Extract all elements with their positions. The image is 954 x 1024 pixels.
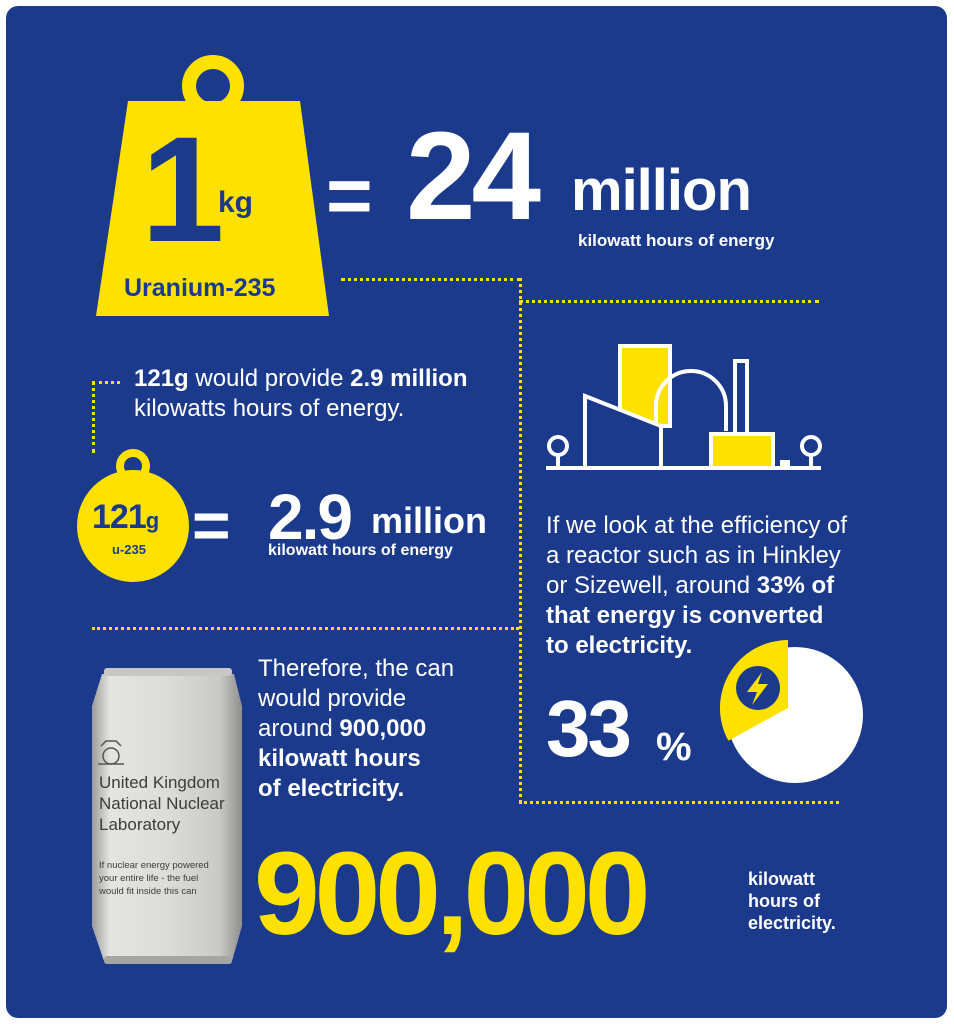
equals-sign: = — [326, 151, 373, 240]
reactor-highlight: 33% of — [756, 572, 835, 599]
sub-value: 2.9 million — [350, 365, 468, 392]
second-unit: million — [371, 500, 487, 541]
can-note-line: your entire life - the fuel — [99, 873, 199, 884]
main-number: 24 — [406, 107, 538, 246]
sub-amount: 121g — [134, 365, 189, 392]
therefore-line: around — [258, 715, 340, 742]
small-weight-value: 121 — [92, 498, 146, 536]
big-total-number: 900,000 — [254, 828, 646, 960]
big-total-caption — [748, 868, 836, 934]
big-total-caption-line: electricity. — [748, 913, 836, 933]
small-weight-label: u-235 — [112, 542, 146, 557]
weight-label: Uranium-235 — [124, 274, 276, 302]
second-caption: kilowatt hours of energy — [268, 542, 453, 559]
big-total-caption-line: hours of — [748, 891, 820, 911]
second-equals-sign: = — [192, 488, 231, 562]
reactor-line: to electricity. — [546, 632, 693, 659]
therefore-line: would provide — [258, 685, 407, 712]
can-org-line: National Nuclear — [99, 794, 225, 813]
weight-number: 1 — [141, 105, 219, 273]
percent-number: 33 — [546, 684, 629, 773]
reactor-line: If we look at the efficiency of — [546, 512, 848, 539]
can-organisation — [99, 772, 225, 835]
can-note-line: If nuclear energy powered — [99, 860, 209, 871]
small-weight-unit: g — [145, 508, 159, 533]
sub-mid: would provide — [188, 365, 351, 392]
therefore-line: Therefore, the can — [258, 655, 455, 682]
main-unit: million — [571, 158, 751, 223]
can-org-line: United Kingdom — [99, 773, 220, 792]
can-note-line: would fit inside this can — [99, 886, 197, 897]
weight-unit: kg — [218, 186, 254, 219]
reactor-line: a reactor such as in Hinkley — [546, 542, 841, 569]
sub-rest: kilowatts hours of energy. — [134, 395, 405, 422]
main-caption: kilowatt hours of energy — [578, 231, 775, 250]
infographic-panel — [6, 6, 947, 1018]
can-note — [99, 859, 209, 898]
therefore-line: of electricity. — [258, 775, 405, 802]
second-number: 2.9 — [268, 481, 351, 553]
percent-sign: % — [656, 725, 692, 769]
therefore-highlight: 900,000 — [339, 715, 427, 742]
big-total-caption-line: kilowatt — [748, 869, 816, 889]
reactor-line: that energy is converted — [546, 602, 824, 629]
reactor-line: or Sizewell, around — [546, 572, 757, 599]
therefore-line: kilowatt hours — [258, 745, 421, 772]
can-org-line: Laboratory — [99, 815, 181, 834]
therefore-text — [258, 654, 508, 804]
